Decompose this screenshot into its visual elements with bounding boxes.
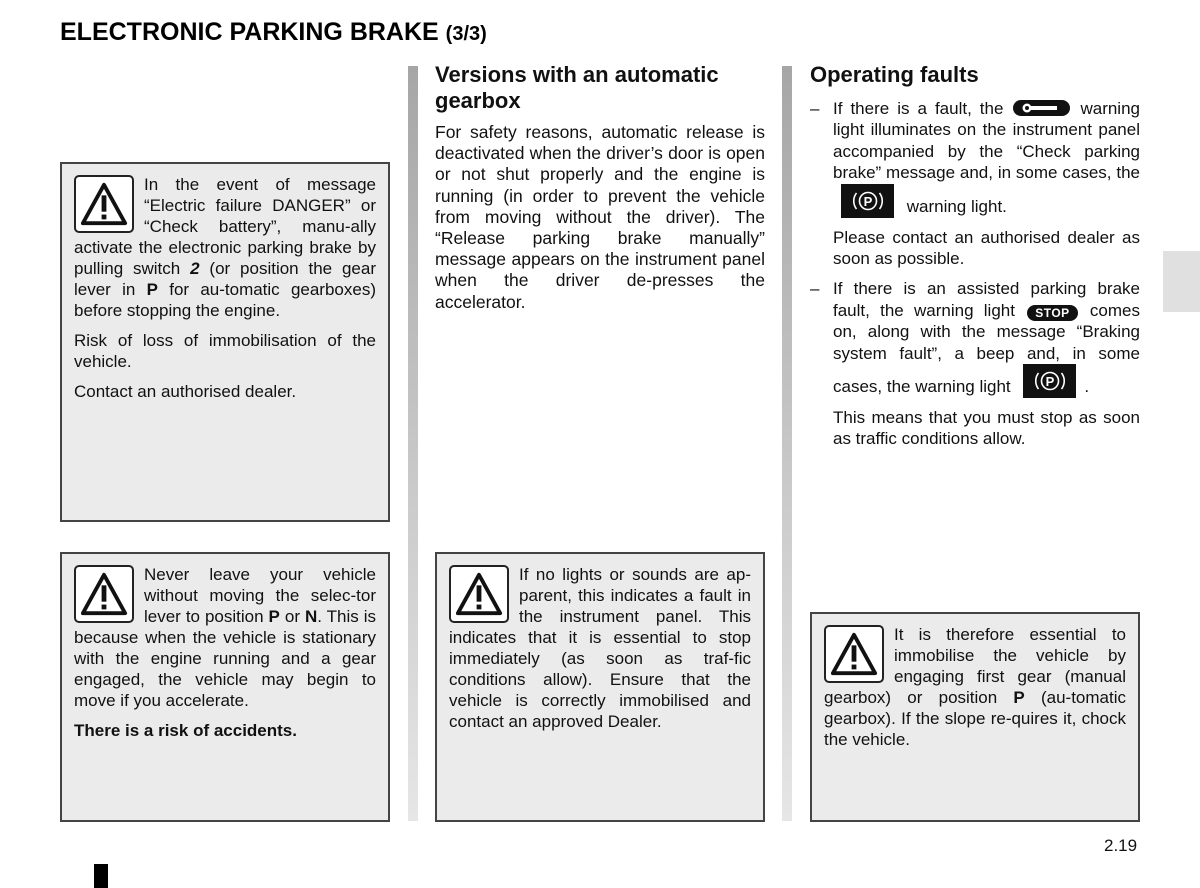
warning-text-accident-risk: There is a risk of accidents. bbox=[74, 721, 297, 740]
stop-warning-light-icon: STOP bbox=[1027, 305, 1077, 321]
heading-automatic-gearbox: Versions with an automatic gearbox bbox=[435, 62, 719, 113]
warning-text-no-lights: If no lights or sounds are ap-parent, this indicates a fault in the instrument panel. This indicates that it is essential to stop immediately (as soon as traf-fic conditions allow). Ensure that the vehicle is correctly immobilised and contact an approved Dealer. bbox=[449, 565, 751, 731]
warning-box-electric-failure bbox=[60, 162, 390, 522]
page-title bbox=[60, 18, 487, 47]
wrench-warning-light-icon bbox=[1013, 100, 1070, 116]
fault-list bbox=[810, 98, 1140, 459]
page-number: 2.19 bbox=[1104, 836, 1138, 855]
column-divider-right bbox=[782, 66, 792, 821]
warning-text-contact: Contact an authorised dealer. bbox=[74, 382, 297, 401]
warning-box-no-lights bbox=[435, 552, 765, 822]
svg-text:P: P bbox=[1046, 374, 1055, 390]
warning-text-immobilise: It is therefore essential to immobilise the vehicle by engaging first gear (manual gearbox) or position P (au-tomatic gearbox). If the slope re-quires it, chock the vehicle. bbox=[824, 625, 1126, 749]
warning-box-never-leave bbox=[60, 552, 390, 822]
page-title-suffix: (3/3) bbox=[445, 23, 487, 45]
warning-triangle-icon bbox=[824, 625, 884, 683]
warning-box-immobilise bbox=[810, 612, 1140, 822]
page-title-main: ELECTRONIC PARKING BRAKE bbox=[60, 18, 439, 46]
warning-triangle-icon bbox=[74, 565, 134, 623]
warning-text-electric-failure: In the event of message “Electric failure DANGER” or “Check battery”, manu-ally activate the electronic parking brake by pulling switch 2 (or position the gear lever in P for au-tomatic gearboxes) before stopping the engine. bbox=[74, 175, 377, 320]
warning-triangle-icon bbox=[449, 565, 509, 623]
warning-text-never-leave: Never leave your vehicle without moving the selec-tor lever to position P or N. This is because when the vehicle is stationary with the engine running and a gear engaged, the vehicle may begin to move if you accelerate. bbox=[74, 565, 376, 710]
list-item: – If there is a fault, the warning light illuminates on the instrument panel accompanied by the “Check parking brake” message and, in some cases, the P warning light. Please contact an authorised dealer as soon as possible. bbox=[810, 99, 1140, 269]
list-dash: – bbox=[810, 99, 820, 118]
svg-text:P: P bbox=[863, 193, 873, 209]
warning-text-risk: Risk of loss of immobilisation of the vehicle. bbox=[74, 331, 376, 371]
column-divider-left bbox=[408, 66, 418, 821]
parking-brake-warning-light-icon bbox=[841, 184, 894, 218]
heading-operating-faults: Operating faults bbox=[810, 62, 979, 87]
body-automatic-gearbox: For safety reasons, automatic release is deactivated when the driver’s door is open or not shut properly and the engine is running (in order to prevent the vehicle from moving without the driver). The “Release parking brake manually” message appears on the instrument panel when the driver de-presses the accelerator. bbox=[435, 122, 765, 312]
section-thumb-tab bbox=[1163, 251, 1200, 312]
warning-triangle-icon bbox=[74, 175, 134, 233]
list-dash: – bbox=[810, 279, 820, 299]
list-item: – If there is an assisted parking brake fault, the warning light STOP comes on, along with the message “Braking system fault”, a beep and, in some cases, the warning light P . This means that you must stop as soon as traffic conditions allow. bbox=[810, 279, 1140, 449]
parking-brake-warning-light-icon bbox=[1023, 364, 1076, 398]
crop-mark bbox=[94, 864, 108, 888]
